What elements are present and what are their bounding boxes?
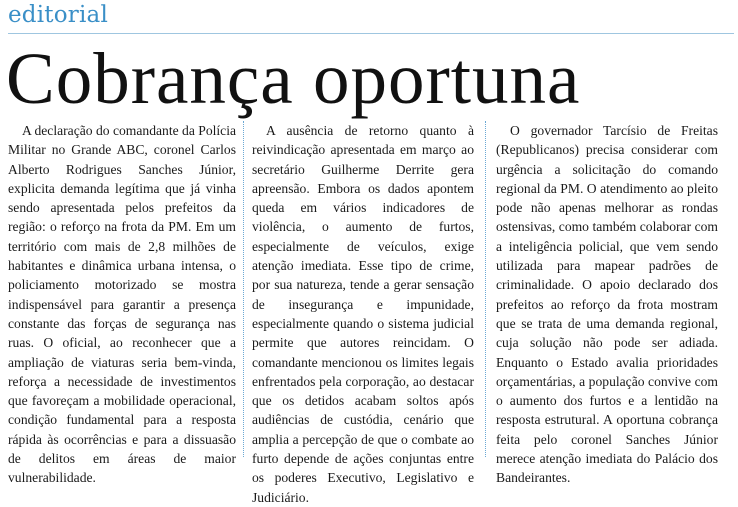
article-column-1 bbox=[8, 121, 236, 488]
headline: Cobrança oportuna bbox=[6, 38, 581, 119]
column-1-text: A declaração do comandante da Polícia Militar no Grande ABC, coronel Carlos Alberto Rodrigues Sanches Júnior, explicita demanda legítima que já vinha sendo apresentada pelos prefeitos da região: o reforço na frota da PM. Em um território com mais de 2,8 milhões de habitantes e dinâmica urbana intensa, o policiamento motorizado se mostra indispensável para garantir a presença constante das forças de segurança nas ruas. O oficial, ao reconhecer que a ampliação de viaturas seria bem-vinda, reforça a necessidade de investimentos que favoreçam a mobilidade operacional, condição fundamental para a resposta rápida às ocorrências e para a dissuasão de delitos em áreas de maior vulnerabilidade. bbox=[8, 123, 237, 486]
column-2-text: A ausência de retorno quanto à reivindicação apresentada em março ao secretário Guilherme Derrite gera apreensão. Embora os dados apontem queda em vários indicadores de violência, o aumento de furtos, especialmente de veículos, exige atenção imediata. Esse tipo de crime, por sua natureza, tende a gerar sensação de insegurança e impunidade, especialmente quando o sistema judicial permite que autores reincidam. O comandante mencionou os limites legais enfrentados pela corporação, ao destacar que os detidos acabam soltos após audiências de custódia, cenário que amplia a percepção de que o combate ao furto depende de ações conjuntas entre os poderes Executivo, Legislativo e Judiciário. bbox=[252, 123, 474, 505]
article-column-2 bbox=[252, 121, 474, 507]
section-divider-line bbox=[8, 33, 734, 34]
section-label: editorial bbox=[8, 2, 108, 28]
article-column-3 bbox=[496, 121, 718, 488]
column-divider bbox=[485, 121, 486, 457]
column-3-text: O governador Tarcísio de Freitas (Republicanos) precisa considerar com urgência a solicitação do comando regional da PM. O atendimento ao pleito pode não apenas melhorar as rondas ostensivas, como também colaborar com a inteligência policial, que vem sendo utilizada para mapear padrões de criminalidade. O apoio declarado dos prefeitos ao reforço da frota mostram que se trata de uma demanda regional, cuja solução não pode ser adiada. Enquanto o Estado avalia prioridades orçamentárias, a população convive com o aumento dos furtos e a lentidão na resposta estrutural. A oportuna cobrança feita pelo coronel Sanches Júnior merece atenção imediata do Palácio dos Bandeirantes. bbox=[496, 123, 718, 486]
column-divider bbox=[243, 121, 244, 457]
